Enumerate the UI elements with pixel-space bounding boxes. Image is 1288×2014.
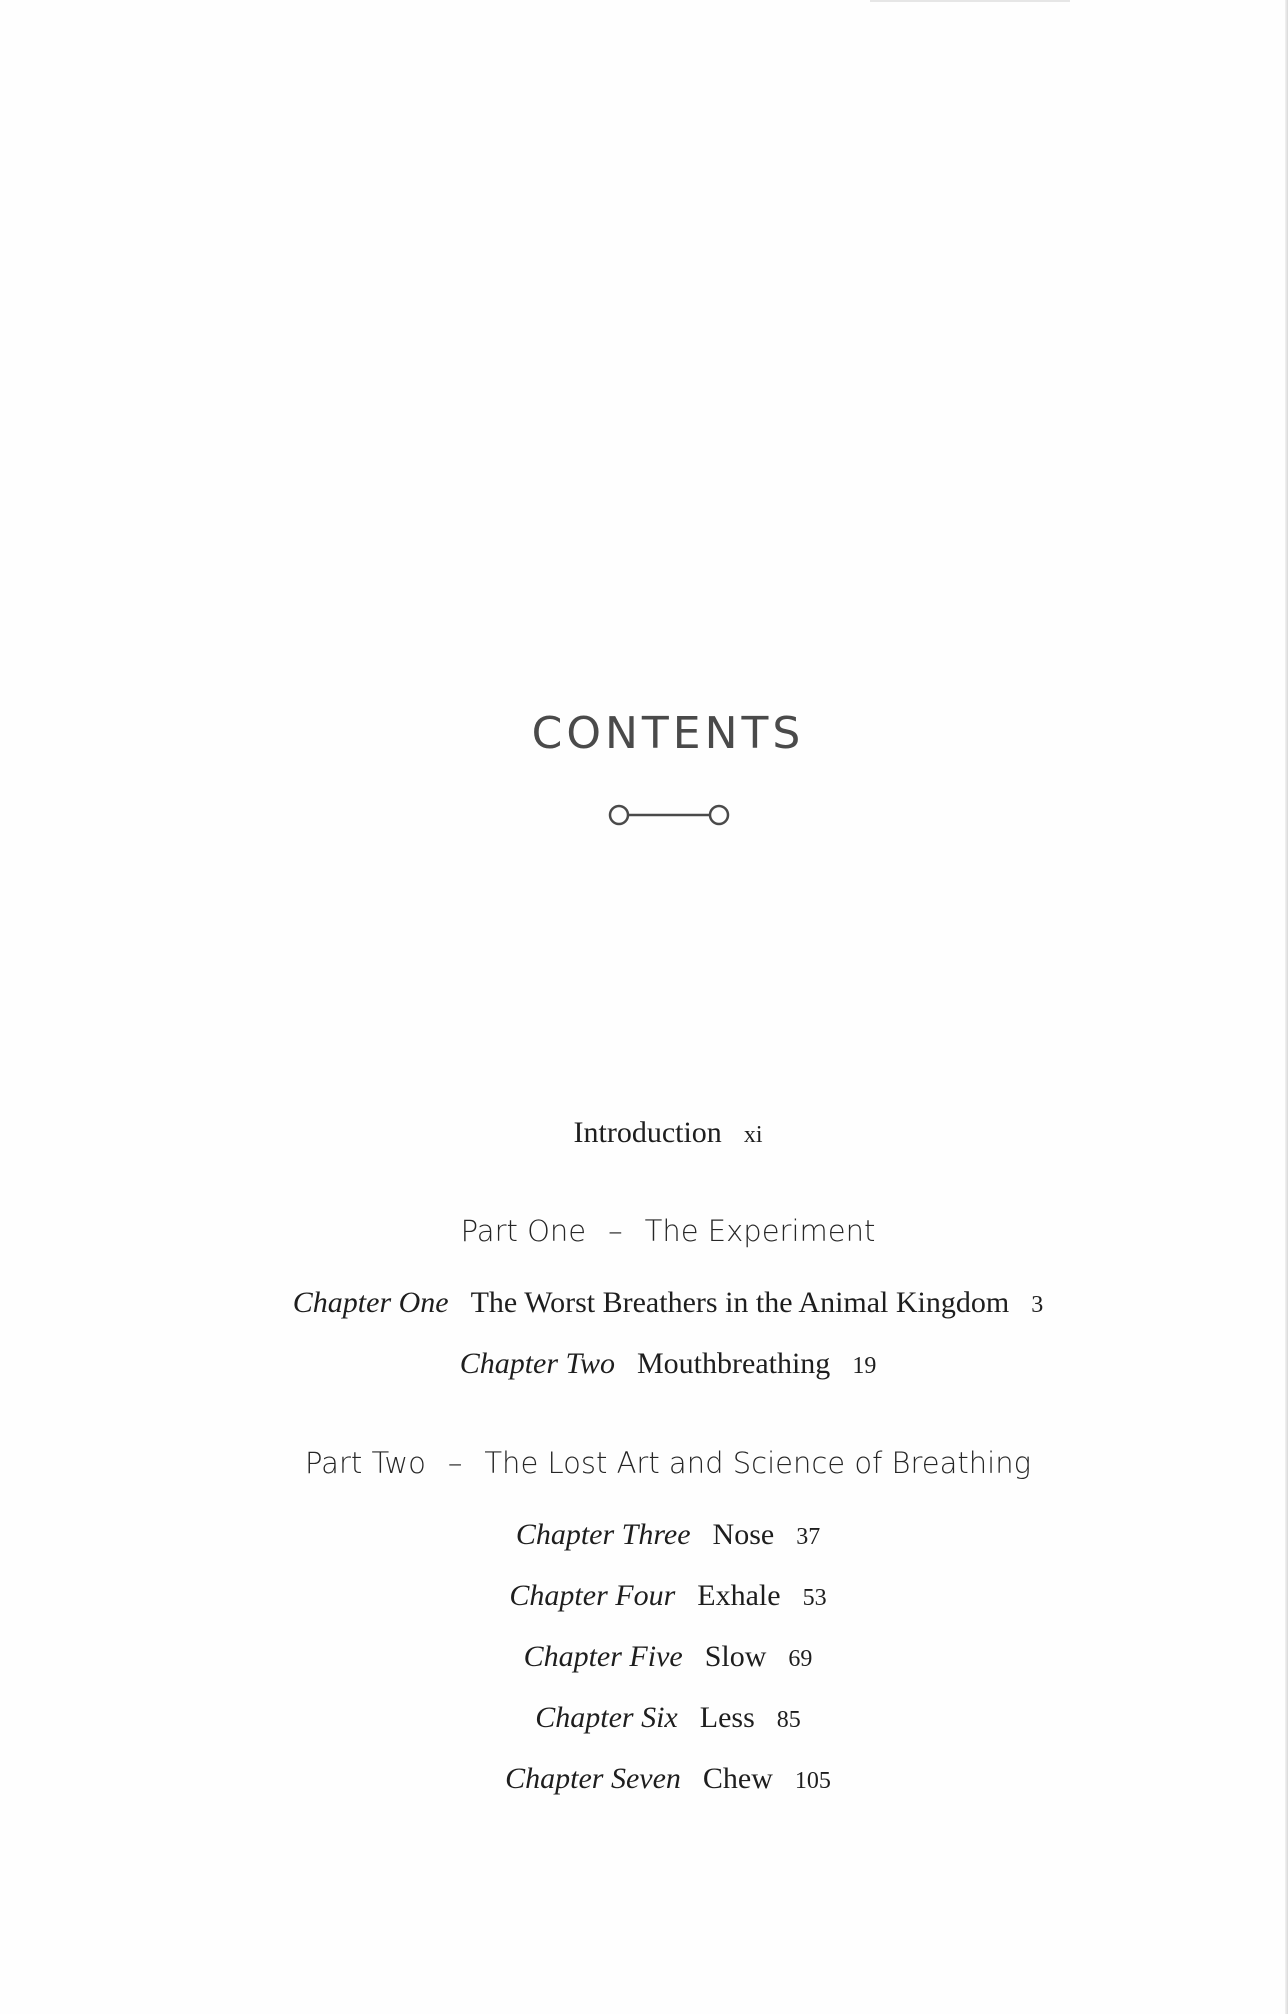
chapter-page-number: 85 [776,1707,801,1733]
toc-entry-chapter-six[interactable] [0,1701,1288,1735]
chapter-title: Exhale [697,1579,781,1612]
entry-page-number: xi [743,1122,763,1148]
part-heading-one[interactable] [0,1214,1288,1248]
contents-heading: CONTENTS [531,708,805,759]
scan-top-edge [870,0,1070,2]
part-title: The Experiment [644,1214,876,1248]
chapter-number: Chapter Two [459,1347,615,1380]
chapter-title: Nose [712,1518,775,1551]
toc-entry-chapter-seven[interactable] [0,1762,1288,1796]
chapter-title: The Worst Breathers in the Animal Kingdom [470,1286,1010,1319]
chapter-page-number: 19 [852,1353,877,1379]
chapter-page-number: 105 [794,1768,831,1794]
entry-title: Introduction [573,1116,722,1149]
chapter-number: Chapter Four [509,1579,676,1612]
toc-entry-chapter-two[interactable] [0,1347,1288,1381]
chapter-title: Mouthbreathing [637,1347,831,1380]
chapter-title: Chew [702,1762,773,1795]
chapter-number: Chapter One [292,1286,449,1319]
part-dash: – [447,1446,463,1480]
toc-entry-chapter-five[interactable] [0,1640,1288,1674]
toc-entry-chapter-four[interactable] [0,1579,1288,1613]
part-title: The Lost Art and Science of Breathing [484,1446,1031,1480]
chapter-title: Slow [704,1640,767,1673]
part-heading-two[interactable] [0,1446,1288,1480]
part-label: Part One [460,1214,587,1248]
chapter-page-number: 69 [788,1646,813,1672]
chapter-number: Chapter Six [535,1701,678,1734]
chapter-page-number: 53 [802,1585,827,1611]
circle-line-circle-ornament-icon [604,800,734,830]
chapter-number: Chapter Five [523,1640,683,1673]
chapter-number: Chapter Seven [505,1762,681,1795]
toc-entry-introduction[interactable] [0,1116,1288,1150]
chapter-page-number: 37 [796,1524,821,1550]
part-label: Part Two [305,1446,426,1480]
chapter-title: Less [699,1701,755,1734]
toc-entry-chapter-one[interactable] [0,1286,1288,1320]
part-dash: – [608,1214,623,1248]
chapter-number: Chapter Three [515,1518,691,1551]
toc-entry-chapter-three[interactable] [0,1518,1288,1552]
chapter-page-number: 3 [1031,1292,1044,1318]
